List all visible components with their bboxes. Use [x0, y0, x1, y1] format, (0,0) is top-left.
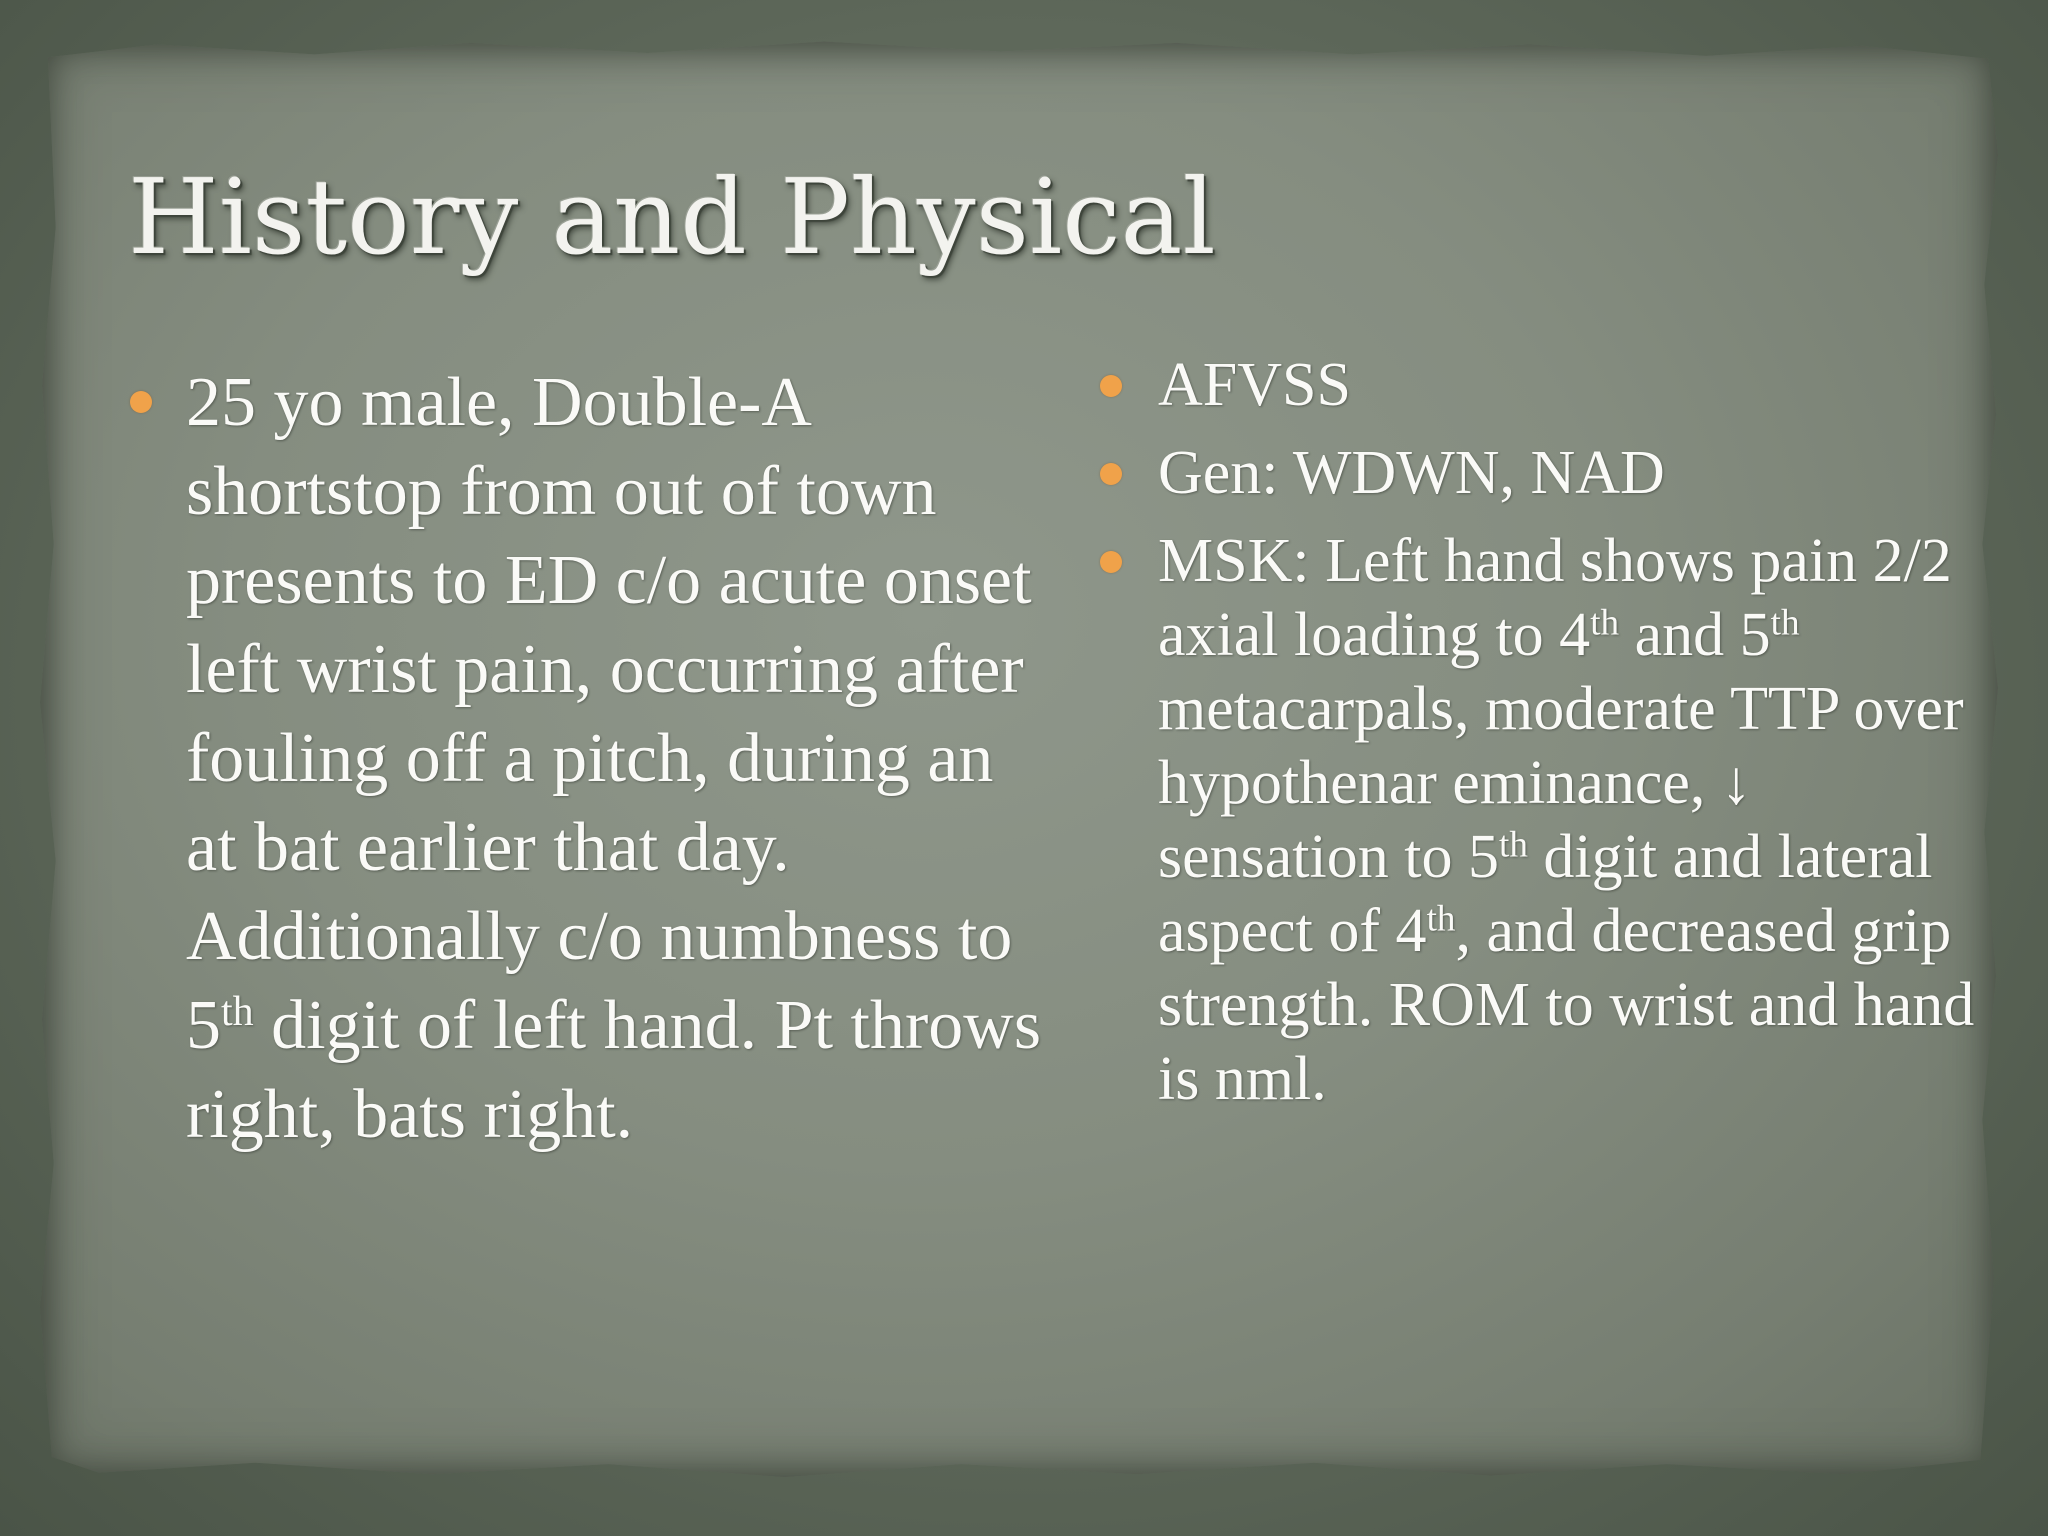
msk-text-part-2: and 5 [1619, 601, 1771, 669]
slide-title: History and Physical [128, 156, 1216, 278]
bullet-msk [1098, 524, 1978, 1116]
superscript-th: th [221, 988, 254, 1035]
superscript-th: th [1498, 824, 1528, 866]
left-bullet-list [128, 358, 1058, 1159]
history-text-part-2: digit of left hand. Pt throws right, bats right. [186, 987, 1042, 1153]
orange-bullet-icon [130, 391, 152, 413]
bullet-afvss [1098, 348, 1978, 422]
msk-text-part-1: MSK: Left hand shows pain 2/2 axial loading to 4 [1158, 527, 1952, 669]
afvss-text: AFVSS [1158, 351, 1351, 419]
superscript-th: th [1426, 898, 1456, 940]
orange-bullet-icon [1100, 375, 1122, 397]
gen-text: Gen: WDWN, NAD [1158, 439, 1665, 507]
bullet-history [128, 358, 1058, 1159]
orange-bullet-icon [1100, 463, 1122, 485]
bullet-gen [1098, 436, 1978, 510]
superscript-th: th [1770, 602, 1800, 644]
superscript-th: th [1590, 602, 1620, 644]
msk-text-part-4: digit and lateral aspect of 4 [1158, 823, 1933, 965]
orange-bullet-icon [1100, 551, 1122, 573]
right-bullet-list [1098, 348, 1978, 1130]
history-text-part-1: 25 yo male, Double-A shortstop from out of town presents to ED c/o acute onset left wrist pain, occurring after fouling off a pitch, during an at bat earlier that day. Additionally c/o numbness to 5 [186, 364, 1032, 1064]
msk-text-part-3: metacarpals, moderate TTP over hypothenar eminance, ↓ sensation to 5 [1158, 675, 1964, 891]
msk-text-part-5: , and decreased grip strength. ROM to wrist and hand is nml. [1158, 897, 1975, 1113]
